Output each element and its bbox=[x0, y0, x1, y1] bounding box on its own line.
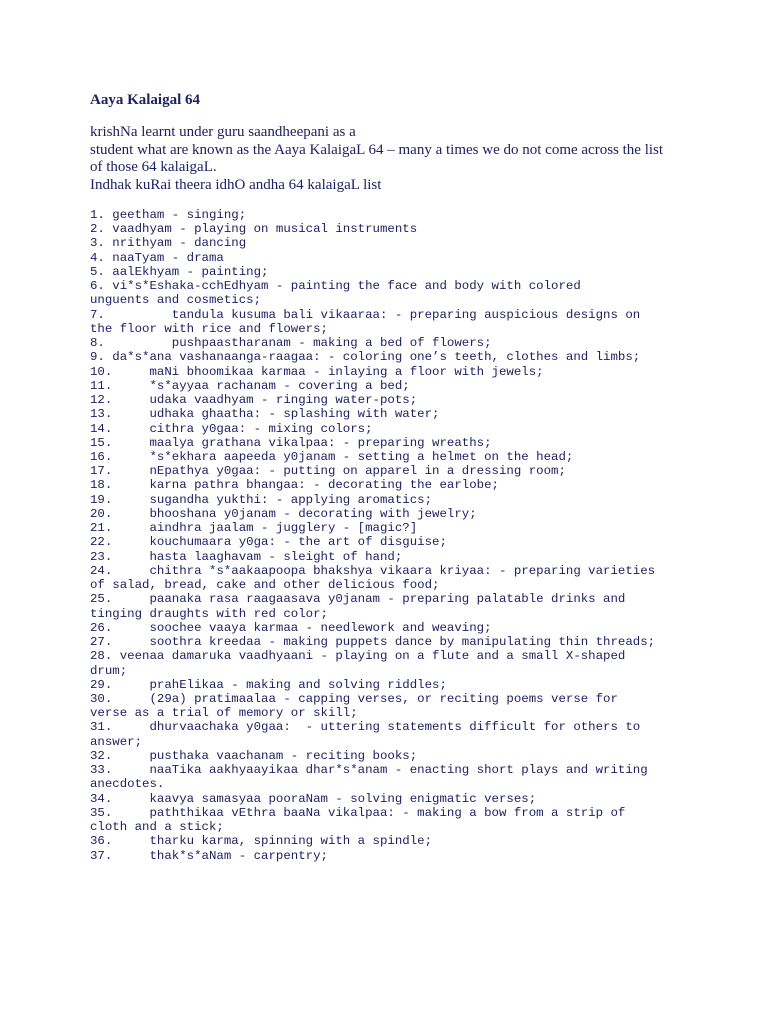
list-item bbox=[90, 478, 655, 492]
list-item bbox=[90, 792, 655, 806]
list-item bbox=[90, 450, 655, 464]
list-item bbox=[90, 265, 655, 279]
list-item bbox=[90, 720, 655, 748]
list-item bbox=[90, 507, 655, 521]
list-item bbox=[90, 464, 655, 478]
list-item bbox=[90, 621, 655, 635]
list-item-line: 17. nEpathya y0gaa: - putting on apparel in a dressing room; bbox=[90, 464, 566, 479]
list-item bbox=[90, 849, 655, 863]
list-item-line: 32. pusthaka vaachanam - reciting books; bbox=[90, 748, 418, 763]
list-item-line: 29. prahElikaa - making and solving riddles; bbox=[90, 677, 447, 692]
list-item-line: 19. sugandha yukthi: - applying aromatics; bbox=[90, 492, 433, 507]
list-item bbox=[90, 564, 655, 592]
list-item-line: 33. naaTika aakhyaayikaa dhar*s*anam - enacting short plays and writing bbox=[90, 763, 648, 778]
list-item bbox=[90, 350, 655, 364]
list-item-line: of salad, bread, cake and other delicious food; bbox=[90, 578, 440, 593]
list-item bbox=[90, 550, 655, 564]
list-item bbox=[90, 635, 655, 649]
list-item-line: 14. cithra y0gaa: - mixing colors; bbox=[90, 421, 373, 436]
list-item bbox=[90, 251, 655, 265]
list-item-line: 21. aindhra jaalam - jugglery - [magic?] bbox=[90, 521, 418, 536]
list-item-line: cloth and a stick; bbox=[90, 820, 224, 835]
list-item-line: 26. soochee vaaya karmaa - needlework and weaving; bbox=[90, 620, 492, 635]
list-item-line: 2. vaadhyam - playing on musical instruments bbox=[90, 222, 418, 237]
list-item-line: the floor with rice and flowers; bbox=[90, 321, 328, 336]
list-item-line: unguents and cosmetics; bbox=[90, 293, 262, 308]
list-item-line: 24. chithra *s*aakaapoopa bhakshya vikaara kriyaa: - preparing varieties bbox=[90, 563, 656, 578]
list-item bbox=[90, 535, 655, 549]
list-item bbox=[90, 308, 655, 336]
list-item bbox=[90, 692, 655, 720]
list-item-line: 15. maalya grathana vikalpaa: - preparing wreaths; bbox=[90, 435, 492, 450]
list-item bbox=[90, 365, 655, 379]
list-item-line: 1. geetham - singing; bbox=[90, 208, 247, 222]
list-item bbox=[90, 834, 655, 848]
list-item-line: 13. udhaka ghaatha: - splashing with water; bbox=[90, 407, 440, 422]
list-item bbox=[90, 393, 655, 407]
list-item-line: 31. dhurvaachaka y0gaa: - uttering statements difficult for others to bbox=[90, 720, 641, 735]
list-item-line: verse as a trial of memory or skill; bbox=[90, 706, 358, 721]
list-item-line: 8. pushpaastharanam - making a bed of flowers; bbox=[90, 336, 492, 351]
list-item bbox=[90, 749, 655, 763]
list-item bbox=[90, 592, 655, 620]
list-item-line: 22. kouchumaara y0ga: - the art of disguise; bbox=[90, 535, 447, 550]
list-item bbox=[90, 806, 655, 834]
list-item-line: 36. tharku karma, spinning with a spindle; bbox=[90, 834, 433, 849]
list-item bbox=[90, 521, 655, 535]
list-item bbox=[90, 436, 655, 450]
list-item bbox=[90, 422, 655, 436]
list-item bbox=[90, 236, 655, 250]
list-item bbox=[90, 649, 655, 677]
list-item-line: drum; bbox=[90, 663, 128, 678]
list-item bbox=[90, 336, 655, 350]
list-item-line: 27. soothra kreedaa - making puppets dance by manipulating thin threads; bbox=[90, 635, 656, 650]
list-item-line: 35. paththikaa vEthra baaNa vikalpaa: - making a bow from a strip of bbox=[90, 805, 626, 820]
list-item-line: 25. paanaka rasa raagaasava y0janam - preparing palatable drinks and bbox=[90, 592, 626, 607]
intro-line: Indhak kuRai theera idhO andha 64 kalaigaL list bbox=[90, 177, 382, 194]
list-item-line: anecdotes. bbox=[90, 777, 165, 792]
list-item bbox=[90, 763, 655, 791]
list-item-line: 7. tandula kusuma bali vikaaraa: - preparing auspicious designs on bbox=[90, 307, 641, 322]
list-item bbox=[90, 678, 655, 692]
list-item-line: 23. hasta laaghavam - sleight of hand; bbox=[90, 549, 403, 564]
intro-paragraph bbox=[90, 124, 663, 195]
list-item bbox=[90, 222, 655, 236]
list-item-line: answer; bbox=[90, 734, 143, 749]
list-item bbox=[90, 379, 655, 393]
list-item bbox=[90, 279, 655, 307]
list-item-line: 6. vi*s*Eshaka-cchEdhyam - painting the face and body with colored bbox=[90, 279, 581, 294]
list-item-line: 10. maNi bhoomikaa karmaa - inlaying a floor with jewels; bbox=[90, 364, 544, 379]
list-item bbox=[90, 407, 655, 421]
list-item-line: 4. naaTyam - drama bbox=[90, 250, 224, 265]
list-item-line: 34. kaavya samasyaa pooraNam - solving enigmatic verses; bbox=[90, 791, 537, 806]
list-item-line: 11. *s*ayyaa rachanam - covering a bed; bbox=[90, 378, 410, 393]
list-item-line: 18. karna pathra bhangaa: - decorating the earlobe; bbox=[90, 478, 499, 493]
list-item-line: 20. bhooshana y0janam - decorating with jewelry; bbox=[90, 506, 477, 521]
list-item-line: 3. nrithyam - dancing bbox=[90, 236, 247, 251]
intro-line: student what are known as the Aaya KalaigaL 64 – many a times we do not come across the list bbox=[90, 141, 664, 158]
list-item bbox=[90, 493, 655, 507]
list-item-line: tinging draughts with red color; bbox=[90, 606, 328, 621]
list-item bbox=[90, 208, 655, 222]
list-item-line: 28. veenaa damaruka vaadhyaani - playing on a flute and a small X-shaped bbox=[90, 649, 626, 664]
intro-line: of those 64 kalaigaL. bbox=[90, 159, 217, 176]
list-item-line: 12. udaka vaadhyam - ringing water-pots; bbox=[90, 393, 418, 408]
list-item-line: 16. *s*ekhara aapeeda y0janam - setting a helmet on the head; bbox=[90, 449, 574, 464]
intro-line: krishNa learnt under guru saandheepani as a bbox=[90, 124, 356, 140]
list-item-line: 9. da*s*ana vashanaanga-raagaa: - coloring one’s teeth, clothes and limbs; bbox=[90, 350, 641, 365]
list-item-line: 30. (29a) pratimaalaa - capping verses, or reciting poems verse for bbox=[90, 691, 618, 706]
document-title: Aaya Kalaigal 64 bbox=[90, 92, 201, 108]
list-item-line: 37. thak*s*aNam - carpentry; bbox=[90, 848, 328, 863]
kalai-list bbox=[90, 208, 655, 863]
list-item-line: 5. aalEkhyam - painting; bbox=[90, 264, 269, 279]
